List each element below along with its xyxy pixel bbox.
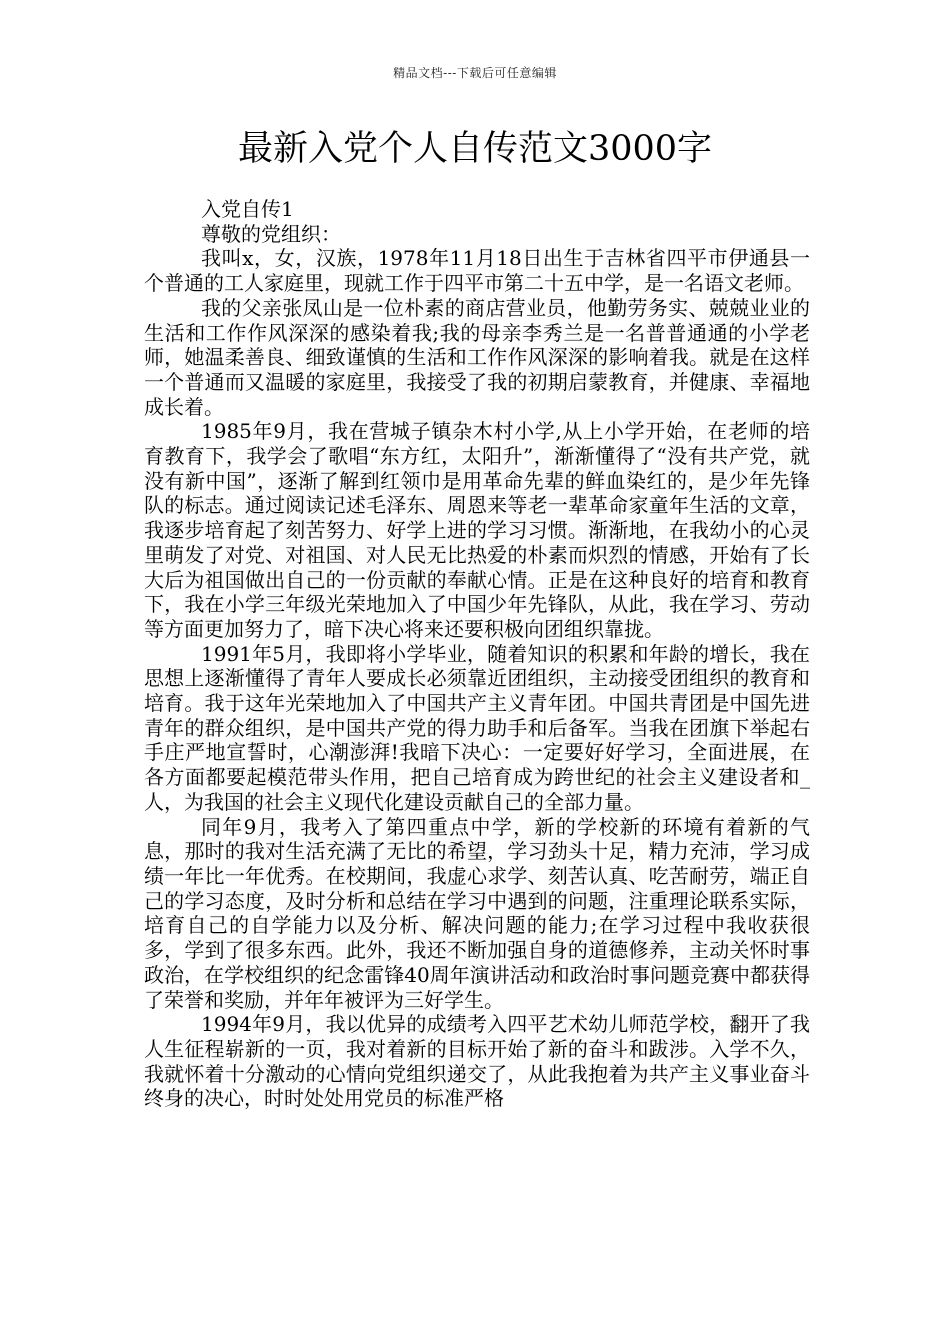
section-heading: 入党自传1 <box>201 197 294 221</box>
document-body <box>144 197 810 1111</box>
paragraph: 我叫x，女，汉族，1978年11月18日出生于吉林省四平市伊通县一个普通的工人家庭里，现就工作于四平市第二十五中学，是一名语文老师。 <box>144 246 810 296</box>
paragraph: 1991年5月，我即将小学毕业，随着知识的积累和年龄的增长，我在思想上逐渐懂得了青年人要成长必须靠近团组织，主动接受团组织的教育和培育。我于这年光荣地加入了中国共产主义青年团。中国共青团是中国先进青年的群众组织，是中国共产党的得力助手和后备军。当我在团旗下举起右手庄严地宣誓时，心潮澎湃!我暗下决心：一定要好好学习，全面进展，在各方面都要起模范带头作用，把自己培育成为跨世纪的社会主义建设者和_人，为我国的社会主义现代化建设贡献自己的全部力量。 <box>144 641 810 814</box>
header-note: 精品文档---下载后可任意编辑 <box>393 66 557 80</box>
paragraph: 1994年9月，我以优异的成绩考入四平艺术幼儿师范学校，翻开了我人生征程崭新的一页，我对着新的目标开始了新的奋斗和跋涉。入学不久，我就怀着十分激动的心情向党组织递交了，从此我抱着为共产主义事业奋斗终身的决心，时时处处用党员的标准严格 <box>144 1012 810 1111</box>
paragraph: 我的父亲张凤山是一位朴素的商店营业员，他勤劳务实、兢兢业业的生活和工作作风深深的感染着我;我的母亲李秀兰是一名普普通通的小学老师，她温柔善良、细致谨慎的生活和工作作风深深的影响着我。就是在这样一个普通而又温暖的家庭里，我接受了我的初期启蒙教育，并健康、幸福地成长着。 <box>144 295 810 419</box>
paragraph: 同年9月，我考入了第四重点中学，新的学校新的环境有着新的气息，那时的我对生活充满了无比的希望，学习劲头十足，精力充沛，学习成绩一年比一年优秀。在校期间，我虚心求学、刻苦认真、吃苦耐劳，端正自己的学习态度，及时分析和总结在学习中遇到的问题，注重理论联系实际，培育自己的自学能力以及分析、解决问题的能力;在学习过程中我收获很多，学到了很多东西。此外，我还不断加强自身的道德修养，主动关怀时事政治，在学校组织的纪念雷锋40周年演讲活动和政治时事问题竞赛中都获得了荣誉和奖励，并年年被评为三好学生。 <box>144 814 810 1012</box>
paragraph: 1985年9月，我在营城子镇杂木村小学,从上小学开始，在老师的培育教育下，我学会了歌唱“东方红，太阳升”，渐渐懂得了“没有共产党，就没有新中国”，逐渐了解到红领巾是用革命先辈的鲜血染红的，是少年先锋队的标志。通过阅读记述毛泽东、周恩来等老一辈革命家童年生活的文章，我逐步培育起了刻苦努力、好学上进的学习习惯。渐渐地，在我幼小的心灵里萌发了对党、对祖国、对人民无比热爱的朴素而炽烈的情感，开始有了长大后为祖国做出自己的一份贡献的奉献心情。正是在这种良好的培育和教育下，我在小学三年级光荣地加入了中国少年先锋队，从此，我在学习、劳动等方面更加努力了，暗下决心将来还要积极向团组织靠拢。 <box>144 419 810 641</box>
salutation: 尊敬的党组织： <box>201 221 341 246</box>
document-title: 最新入党个人自传范文3000字 <box>237 129 713 169</box>
